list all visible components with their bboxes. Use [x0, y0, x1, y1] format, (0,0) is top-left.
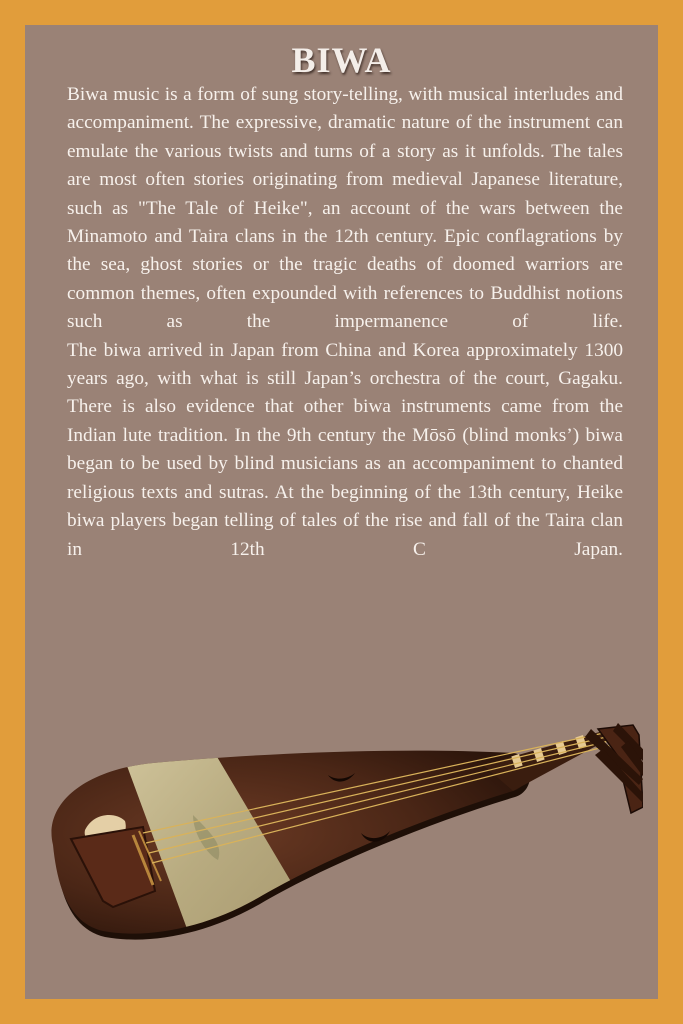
- page-title: BIWA: [291, 40, 392, 80]
- poster-panel: [25, 25, 658, 999]
- description-text: [67, 81, 623, 564]
- paragraph-history-origin: The biwa arrived in Japan from China and Korea approximately 1300 years ago, with what is still Japan’s orchestra of the court, Gagaku. There is also evidence that other biwa instruments came from the Indian lute tradition. In the 9th century the Mōsō (blind monks’) biwa began to be used by blind musicians as an accompaniment to chanted religious texts and sutras. At the beginning of the 13th century, Heike biwa players began telling of tales of the rise and fall of the Taira clan in 12th C Japan.: [67, 339, 623, 560]
- paragraph-history-story: Biwa music is a form of sung story-telling, with musical interludes and accompaniment. The expressive, dramatic nature of the instrument can emulate the various twists and turns of a story as it unfolds. The tales are most often stories originating from medieval Japanese literature, such as "The Tale of Heike", an account of the wars between the Minamoto and Taira clans in the 12th century. Epic conflagrations by the sea, ghost stories or the tragic deaths of doomed warriors are common themes, often expounded with references to Buddhist notions such as the impermanence of life.: [67, 84, 623, 333]
- biwa-illustration: [43, 695, 643, 945]
